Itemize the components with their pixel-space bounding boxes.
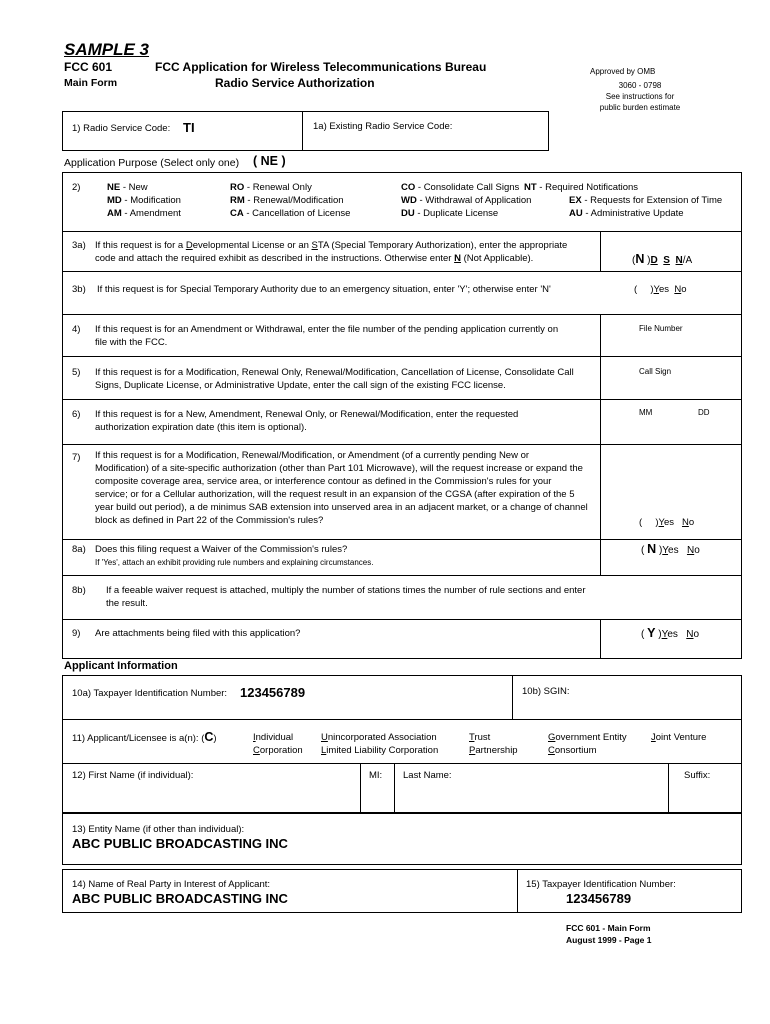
text-span: ( [634, 284, 638, 295]
text-span: evelopmental License or an [192, 240, 312, 251]
text-span: Y [661, 629, 668, 640]
q8a-answer[interactable] [641, 542, 700, 556]
q3b-text: If this request is for Special Temporary Authority due to an emergency situation, enter 'Y'; otherwise enter 'N' [97, 284, 551, 295]
type-joint-venture[interactable] [651, 731, 706, 744]
text-span: ) [655, 517, 659, 528]
application-purpose-label: Application Purpose (Select only one) [64, 157, 240, 169]
q9-number: 9) [72, 628, 81, 639]
purpose-option-ca [230, 207, 350, 220]
q8b-text-line2: the result. [106, 598, 148, 609]
text-span: C [548, 745, 555, 756]
taxpayer-id-2-value[interactable]: 123456789 [566, 891, 632, 906]
text-span: WD [401, 195, 417, 206]
first-name-field[interactable]: 12) First Name (if individual): [72, 770, 194, 781]
q5-number: 5) [72, 367, 81, 378]
application-purpose-value[interactable]: ( NE ) [253, 154, 286, 168]
purpose-option-du [401, 207, 498, 220]
text-span: ) [658, 545, 663, 556]
q9-text: Are attachments being filed with this application? [95, 628, 301, 639]
text-span: ndividual [255, 732, 294, 743]
type-llc[interactable] [321, 744, 438, 757]
form-title-line2: Radio Service Authorization [215, 76, 375, 90]
q3b-number: 3b) [72, 284, 86, 295]
text-span: o [694, 545, 700, 556]
q7-answer[interactable] [639, 516, 694, 529]
q7-text-line4: service; or for a Cellular authorization, will the request result in an expansion of the CGSA (after expiration of the 5 [95, 489, 575, 500]
text-span: ) [650, 284, 654, 295]
q7-text-line1: If this request is for a Modification, Renewal/Modification, or Amendment (of a currently pending New or [95, 450, 530, 461]
text-span: - Required Notifications [536, 182, 639, 193]
q5-text-line2: Signs, Duplicate License, or Administrative Update, enter the call sign of the existing FCC license. [95, 380, 506, 391]
omb-number: 3060 - 0798 [618, 81, 662, 90]
taxpayer-id-2-label: 15) Taxpayer Identification Number: [526, 879, 676, 890]
q4-text-line1: If this request is for an Amendment or Withdrawal, enter the file number of the pending application currently on [95, 324, 559, 335]
text-span: N [674, 284, 682, 295]
text-span: es [668, 545, 679, 556]
text-span: G [548, 732, 556, 743]
purpose-option-wd [401, 194, 531, 207]
text-span: - Requests for Extension of Time [581, 195, 723, 206]
text-span: ) [658, 629, 662, 640]
text-span: N [686, 545, 695, 556]
expiration-day-field[interactable]: DD [698, 408, 710, 417]
text-span: DU [401, 208, 415, 219]
q3a-text-line1 [95, 239, 600, 252]
text-span: P [469, 745, 476, 756]
purpose-option-au [569, 207, 684, 220]
text-span: Y [647, 626, 656, 640]
text-span: Y [662, 545, 669, 556]
q7-number: 7) [72, 452, 81, 463]
q3a-text-line2 [95, 252, 533, 265]
text-span: es [667, 629, 678, 640]
purpose-option-ex [569, 194, 722, 207]
text-span: onsortium [554, 745, 597, 756]
text-span: RO [230, 182, 245, 193]
text-span: - New [120, 182, 148, 193]
text-span: code and attach the required exhibit as described in the instructions. Otherwise enter [95, 253, 455, 264]
real-party-label: 14) Name of Real Party in Interest of Applicant: [72, 879, 271, 890]
applicant-type-label [72, 731, 217, 745]
q8a-note: If 'Yes', attach an exhibit providing rule numbers and explaining circumstances. [95, 558, 374, 567]
text-span: C [204, 730, 214, 744]
text-span: Y [658, 517, 665, 528]
text-span: MD [107, 195, 122, 206]
text-span: /A [682, 255, 693, 266]
real-party-value[interactable]: ABC PUBLIC BROADCASTING INC [72, 891, 288, 906]
q6-number: 6) [72, 409, 81, 420]
text-span: o [681, 284, 687, 295]
text-span: artnership [475, 745, 518, 756]
text-span: ) [647, 255, 651, 266]
form-number: FCC 601 [64, 60, 113, 74]
text-span: o [693, 629, 700, 640]
omb-approved: Approved by OMB [590, 67, 656, 76]
text-span: N [454, 253, 461, 264]
footer-form-label: FCC 601 - Main Form [566, 923, 651, 933]
suffix-field[interactable]: Suffix: [684, 770, 711, 781]
text-span: orporation [259, 745, 303, 756]
text-span: imited Liability Corporation [326, 745, 439, 756]
purpose-option-rm [230, 194, 344, 207]
type-partnership[interactable] [469, 744, 518, 757]
text-span: L [321, 745, 327, 756]
text-span: (Not Applicable). [460, 253, 534, 264]
text-span: C [253, 745, 260, 756]
purpose-option-am [107, 207, 181, 220]
text-span: D [650, 255, 658, 266]
text-span: If this request is for a [95, 240, 186, 251]
applicant-info-heading: Applicant Information [64, 660, 178, 672]
q3a-number: 3a) [72, 240, 86, 251]
text-span: AM [107, 208, 122, 219]
entity-name-value[interactable]: ABC PUBLIC BROADCASTING INC [72, 836, 288, 851]
text-span: N [675, 255, 683, 266]
text-span: CO [401, 182, 416, 193]
last-name-field[interactable]: Last Name: [403, 770, 452, 781]
text-span: 11) Applicant/Licensee is a(n): ( [72, 733, 205, 744]
text-span: NT [524, 182, 537, 193]
q8b-text-line1: If a feeable waiver request is attached, multiply the number of stations times the number of rule sections and enter [106, 585, 586, 596]
q8b-number: 8b) [72, 585, 86, 596]
text-span: S [311, 240, 318, 251]
q8a-text: Does this filing request a Waiver of the Commission's rules? [95, 544, 348, 555]
text-span: N [635, 252, 645, 266]
entity-name-label: 13) Entity Name (if other than individual): [72, 824, 245, 835]
text-span: nincorporated Association [327, 732, 437, 743]
text-span: Y [653, 284, 660, 295]
text-span: o [688, 517, 695, 528]
q4-number: 4) [72, 324, 81, 335]
sgin-label: 10b) SGIN: [522, 686, 570, 697]
text-span: rust [474, 732, 491, 743]
text-span: NE [107, 182, 121, 193]
q7-text-line2: Modification) of a site-specific authorization (other than Part 101 Microwave), will the request increase or expand the [95, 463, 583, 474]
purpose-option-ne [107, 181, 148, 194]
text-span: overnment Entity [555, 732, 627, 743]
omb-instructions: See instructions for [605, 92, 675, 101]
call-sign-field[interactable]: Call Sign [639, 367, 672, 376]
text-span: ( [641, 545, 645, 556]
text-span: ( [632, 255, 636, 266]
text-span: - Withdrawal of Application [416, 195, 532, 206]
q3a-answer[interactable] [632, 252, 692, 266]
q9-answer[interactable] [641, 626, 699, 640]
purpose-option-md [107, 194, 181, 207]
type-unincorporated[interactable] [321, 731, 437, 744]
expiration-month-field[interactable]: MM [639, 408, 653, 417]
text-span: TA (Special Temporary Authorization), enter the appropriate [317, 240, 568, 251]
text-span: - Renewal/Modification [244, 195, 344, 206]
footer-page-label: August 1999 - Page 1 [566, 935, 652, 945]
text-span: T [469, 732, 475, 743]
text-span: CA [230, 208, 244, 219]
file-number-field[interactable]: File Number [639, 324, 683, 333]
text-span: oint Venture [655, 732, 707, 743]
omb-burden: public burden estimate [599, 103, 681, 112]
text-span: U [321, 732, 328, 743]
text-span: N [647, 542, 657, 556]
form-title-line1: FCC Application for Wireless Telecommunications Bureau [155, 60, 487, 74]
text-span: EX [569, 195, 582, 206]
purpose-option-nt [524, 181, 638, 194]
text-span: ( [641, 629, 645, 640]
purpose-option-co [401, 181, 519, 194]
text-span: N [686, 629, 694, 640]
purpose-option-ro [230, 181, 312, 194]
q6-text-line1: If this request is for a New, Amendment, Renewal Only, or Renewal/Modification, enter the requested [95, 409, 519, 420]
text-span: - Cancellation of License [243, 208, 351, 219]
radio-service-code-label: 1) Radio Service Code: [72, 123, 171, 134]
q3b-answer[interactable] [634, 283, 687, 296]
text-span: es [659, 284, 670, 295]
type-consortium[interactable] [548, 744, 597, 757]
type-trust[interactable] [469, 731, 490, 744]
q6-text-line2: authorization expiration date (this item is optional). [95, 422, 307, 433]
q5-text-line1: If this request is for a Modification, Renewal Only, Renewal/Modification, Cancellation of License, Consolidate Call [95, 367, 574, 378]
text-span: S [663, 255, 670, 266]
existing-radio-service-label: 1a) Existing Radio Service Code: [313, 121, 453, 132]
text-span: - Consolidate Call Signs [415, 182, 520, 193]
main-form-label: Main Form [64, 77, 118, 89]
type-corporation[interactable] [253, 744, 303, 757]
taxpayer-id-label: 10a) Taxpayer Identification Number: [72, 688, 228, 699]
sample-label: SAMPLE 3 [64, 40, 150, 59]
taxpayer-id-value[interactable]: 123456789 [240, 685, 306, 700]
q4-text-line2: file with the FCC. [95, 337, 168, 348]
type-government[interactable] [548, 731, 627, 744]
text-span: - Renewal Only [244, 182, 312, 193]
text-span: - Amendment [121, 208, 181, 219]
q8a-number: 8a) [72, 544, 86, 555]
text-span: - Modification [121, 195, 181, 206]
text-span: J [651, 732, 656, 743]
middle-initial-field[interactable]: MI: [369, 770, 383, 781]
text-span: RM [230, 195, 245, 206]
q2-number: 2) [72, 182, 81, 193]
text-span: ( [639, 517, 643, 528]
text-span: AU [569, 208, 583, 219]
q7-text-line6: block as defined in Part 22 of the Commission's rules? [95, 515, 324, 526]
text-span: - Administrative Update [582, 208, 684, 219]
text-span: I [253, 732, 256, 743]
q7-text-line5: year build out period), a de minimus SAB extension into unserved area in an adjacent market, or a change of channel [95, 502, 588, 513]
text-span: - Duplicate License [414, 208, 499, 219]
text-span: ) [213, 733, 217, 744]
type-individual[interactable] [253, 731, 293, 744]
q7-text-line3: composite coverage area, service area, or interference contour as defined in the Commission's rules for your [95, 476, 552, 487]
text-span: D [185, 240, 193, 251]
radio-service-code-value[interactable]: TI [183, 120, 195, 135]
text-span: N [681, 517, 689, 528]
text-span: es [664, 517, 675, 528]
